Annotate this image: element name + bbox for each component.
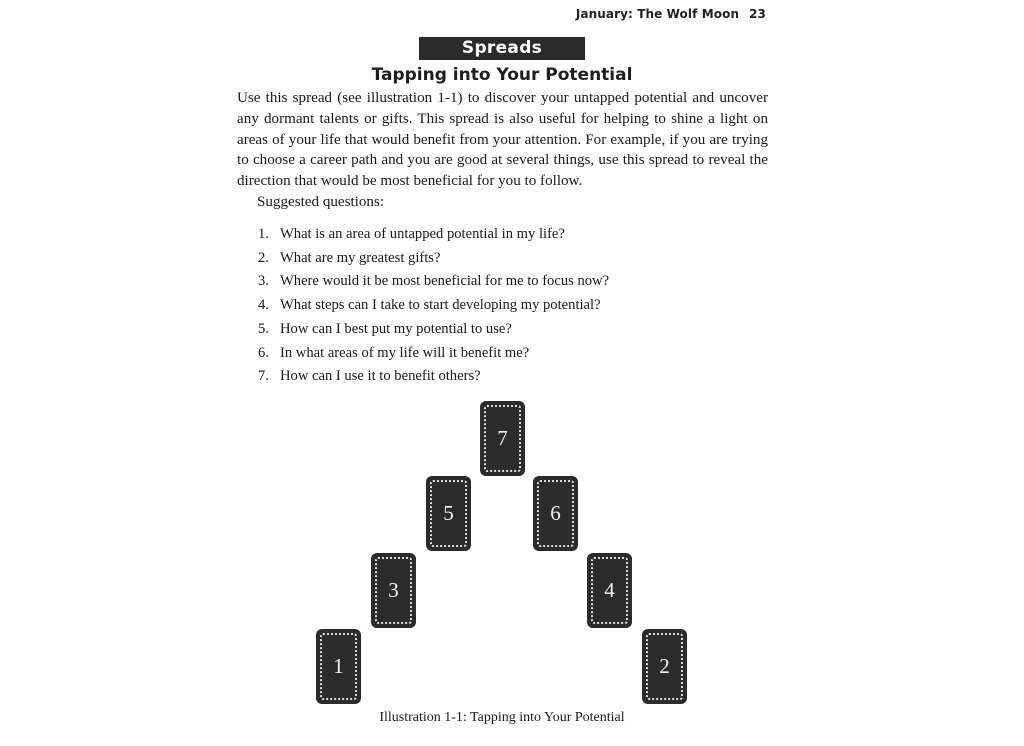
running-head-title: January: The Wolf Moon xyxy=(575,7,740,21)
card-label: 2 xyxy=(659,654,670,678)
question-text: What are my greatest gifts? xyxy=(280,249,441,266)
question-item xyxy=(258,270,609,294)
question-text: How can I best put my potential to use? xyxy=(280,320,512,337)
spread-title: Tapping into Your Potential xyxy=(371,65,633,85)
tarot-card-7 xyxy=(480,401,525,476)
question-item xyxy=(258,223,609,247)
question-text: In what areas of my life will it benefit me? xyxy=(280,344,530,361)
question-number: 5. xyxy=(258,320,269,337)
card-label: 5 xyxy=(443,501,454,525)
section-banner: Spreads xyxy=(419,37,585,60)
question-number: 1. xyxy=(258,226,269,242)
card-label: 6 xyxy=(550,501,561,525)
question-text: How can I use it to benefit others? xyxy=(280,368,481,385)
page-number: 23 xyxy=(749,7,766,21)
tarot-card-2 xyxy=(642,629,687,704)
question-list xyxy=(258,223,609,389)
tarot-card-5 xyxy=(426,476,471,551)
card-label: 1 xyxy=(333,654,344,678)
question-item xyxy=(258,318,609,342)
question-item xyxy=(258,294,609,318)
question-text: What is an area of untapped potential in my life? xyxy=(280,226,565,242)
question-number: 7. xyxy=(258,368,269,385)
question-number: 4. xyxy=(258,297,269,314)
illustration-caption: Illustration 1-1: Tapping into Your Potential xyxy=(379,710,625,725)
question-text: What steps can I take to start developing my potential? xyxy=(280,297,601,314)
running-head xyxy=(576,7,766,21)
tarot-card-1 xyxy=(316,629,361,704)
card-label: 3 xyxy=(388,578,399,602)
tarot-card-4 xyxy=(587,553,632,628)
card-label: 4 xyxy=(604,578,615,602)
question-number: 6. xyxy=(258,344,269,361)
intro-paragraph: Use this spread (see illustration 1-1) to discover your untapped potential and uncover any dormant talents or gifts. This spread is also useful for helping to shine a light on areas of your life that would benefit from your attention. For example, if you are trying to choose a career path and you are good at several things, use this spread to reveal the direction that would be most beneficial for you to follow. xyxy=(237,90,768,190)
question-number: 2. xyxy=(258,249,269,266)
question-item xyxy=(258,342,609,366)
question-text: Where would it be most beneficial for me to focus now? xyxy=(280,273,610,290)
tarot-card-6 xyxy=(533,476,578,551)
questions-lead: Suggested questions: xyxy=(257,194,385,210)
tarot-card-3 xyxy=(371,553,416,628)
card-label: 7 xyxy=(497,426,508,450)
question-item xyxy=(258,247,609,271)
question-number: 3. xyxy=(258,273,269,290)
question-item xyxy=(258,365,609,389)
